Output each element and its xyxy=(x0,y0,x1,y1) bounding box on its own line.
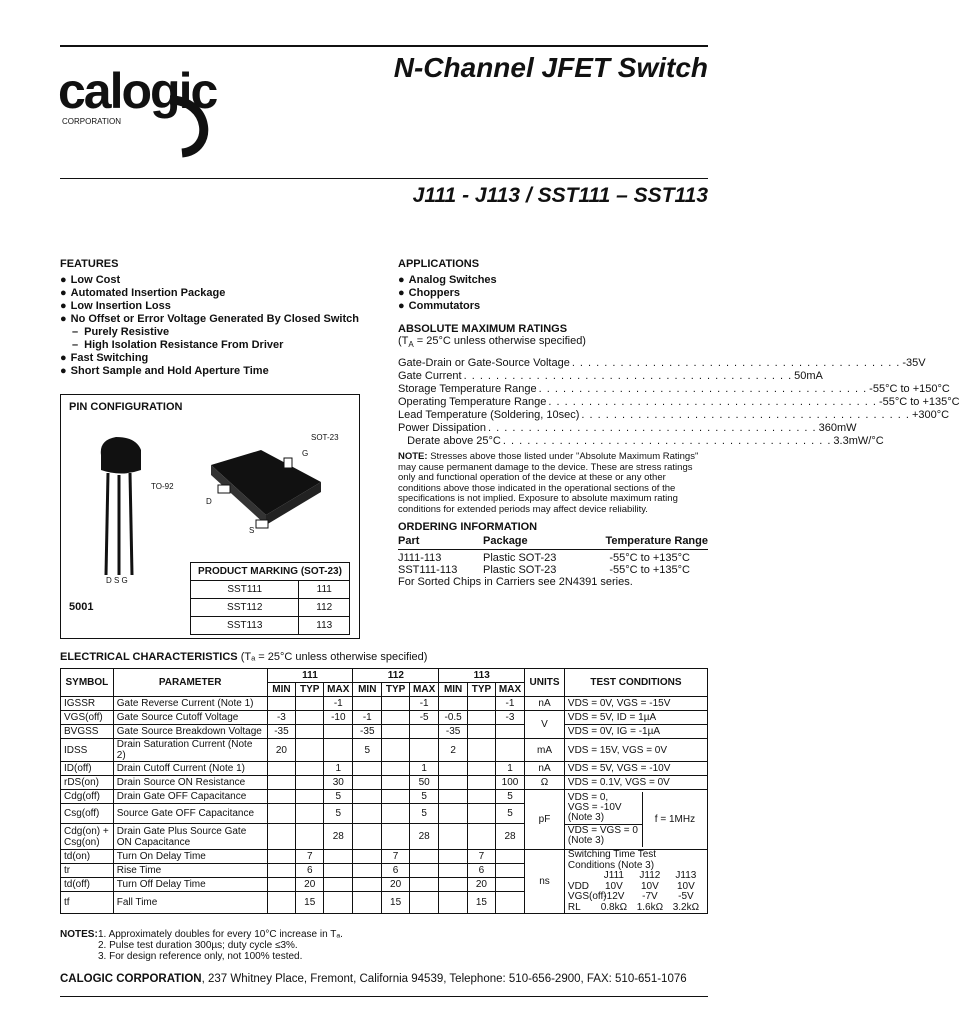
parameter-cell: Rise Time xyxy=(113,864,267,878)
value-cell xyxy=(296,739,324,762)
ordering-footnote: For Sorted Chips in Carriers see 2N4391 series. xyxy=(398,576,633,588)
table-row xyxy=(61,739,708,762)
symbol-cell: rDS(on) xyxy=(61,776,114,790)
col-sub-header: TYP xyxy=(382,683,410,697)
sot23-package-icon xyxy=(206,440,336,535)
note-item: 3. For design reference only, not 100% tested. xyxy=(98,951,303,962)
footer xyxy=(60,973,687,985)
value-cell xyxy=(495,850,524,864)
applications-heading: APPLICATIONS xyxy=(398,258,480,270)
value-cell: 30 xyxy=(324,776,353,790)
value-cell xyxy=(468,790,496,804)
leader-dots: . . . . . . . . . . . . . . . . . . . . . . . . . . . . . . . . . . . . . . . . . xyxy=(571,357,901,370)
value-cell xyxy=(410,725,439,739)
application-item: ● Analog Switches xyxy=(398,274,708,287)
value-cell: 5 xyxy=(324,790,353,804)
feature-item: ● Low Insertion Loss xyxy=(60,300,380,313)
symbol-cell: td(on) xyxy=(61,850,114,864)
abs-max-label: Operating Temperature Range xyxy=(398,396,547,409)
value-cell xyxy=(296,762,324,776)
value-cell xyxy=(324,878,353,892)
value-cell xyxy=(410,878,439,892)
notes-label: NOTES: xyxy=(60,929,98,940)
feature-item: ● No Offset or Error Voltage Generated By Closed Switch xyxy=(60,313,380,326)
abs-max-value: 50mA xyxy=(794,370,823,383)
col-sub-header: MIN xyxy=(353,683,382,697)
symbol-cell: ID(off) xyxy=(61,762,114,776)
application-item: ● Commutators xyxy=(398,300,708,313)
value-cell xyxy=(267,762,296,776)
value-cell xyxy=(353,697,382,711)
parameter-cell: Drain Source ON Resistance xyxy=(113,776,267,790)
abs-max-section xyxy=(398,323,960,515)
value-cell: 28 xyxy=(495,824,524,850)
col-units: UNITS xyxy=(525,669,565,697)
abs-max-label: Storage Temperature Range xyxy=(398,383,537,396)
feature-item: ● Automated Insertion Package xyxy=(60,287,380,300)
value-cell xyxy=(382,762,410,776)
electrical-heading-line xyxy=(60,651,427,663)
parameter-cell: Gate Source Breakdown Voltage xyxy=(113,725,267,739)
features-section xyxy=(60,258,380,378)
test-condition-cell: VDS = 15V, VGS = 0V xyxy=(564,739,707,762)
value-cell: 5 xyxy=(495,804,524,824)
value-cell: -1 xyxy=(495,697,524,711)
symbol-cell: IGSSR xyxy=(61,697,114,711)
mid-rule xyxy=(60,178,708,179)
value-cell: 20 xyxy=(382,878,410,892)
value-cell: 6 xyxy=(382,864,410,878)
leader-dots: . . . . . . . . . . . . . . . . . . . . . . . . . . . . . . . . . . . . . . . . . xyxy=(538,383,868,396)
feature-subitem: – Purely Resistive xyxy=(60,326,380,339)
product-marking-heading: PRODUCT MARKING (SOT-23) xyxy=(191,563,350,581)
value-cell xyxy=(382,804,410,824)
table-row xyxy=(61,697,708,711)
value-cell xyxy=(267,850,296,864)
col-sub-header: TYP xyxy=(468,683,496,697)
value-cell xyxy=(353,776,382,790)
abs-max-row xyxy=(398,409,950,422)
to92-label: TO-92 xyxy=(151,482,174,491)
value-cell: 5 xyxy=(353,739,382,762)
footer-company: CALOGIC CORPORATION xyxy=(60,973,202,985)
value-cell xyxy=(468,762,496,776)
value-cell: 6 xyxy=(296,864,324,878)
value-cell: 7 xyxy=(382,850,410,864)
notes-section xyxy=(60,929,343,962)
value-cell xyxy=(267,864,296,878)
value-cell xyxy=(439,892,468,914)
abs-max-value: 360mW xyxy=(818,422,857,435)
abs-max-label: Derate above 25°C xyxy=(398,435,501,448)
capacitance-conditions: VDS = 0, VGS = -10V (Note 3) VDS = VGS = 0 (Note 3) f = 1MHz xyxy=(564,790,707,850)
value-cell xyxy=(495,864,524,878)
value-cell: -1 xyxy=(410,697,439,711)
value-cell: 1 xyxy=(495,762,524,776)
abs-max-row xyxy=(398,370,823,383)
value-cell xyxy=(267,892,296,914)
value-cell xyxy=(324,739,353,762)
value-cell: 2 xyxy=(439,739,468,762)
value-cell: 15 xyxy=(382,892,410,914)
value-cell xyxy=(324,892,353,914)
col-group-113: 113 xyxy=(439,669,525,683)
product-marking-row: SST113 113 xyxy=(191,617,350,635)
abs-max-value: -55°C to +135°C xyxy=(878,396,960,409)
leader-dots: . . . . . . . . . . . . . . . . . . . . . . . . . . . . . . . . . . . . . . . . . xyxy=(581,409,910,422)
abs-max-value: 3.3mW/°C xyxy=(833,435,884,448)
col-sub-header: MAX xyxy=(495,683,524,697)
feature-item: ● Fast Switching xyxy=(60,352,380,365)
footer-address: , 237 Whitney Place, Fremont, California 94539, Telephone: 510-656-2900, FAX: 510-651-1076 xyxy=(201,973,687,985)
parameter-cell: Drain Gate Plus Source Gate ON Capacitance xyxy=(113,824,267,850)
col-symbol: SYMBOL xyxy=(61,669,114,697)
value-cell: -35 xyxy=(439,725,468,739)
units-cell: pF xyxy=(525,790,565,850)
units-cell: nA xyxy=(525,762,565,776)
units-cell: V xyxy=(525,711,565,739)
col-sub-header: MAX xyxy=(410,683,439,697)
table-row xyxy=(61,776,708,790)
parameter-cell: Gate Source Cutoff Voltage xyxy=(113,711,267,725)
value-cell xyxy=(353,762,382,776)
value-cell xyxy=(468,711,496,725)
product-marking-row: SST111 111 xyxy=(191,581,350,599)
leader-dots: . . . . . . . . . . . . . . . . . . . . . . . . . . . . . . . . . . . . . . . . . xyxy=(463,370,793,383)
value-cell: 28 xyxy=(324,824,353,850)
value-cell xyxy=(468,824,496,850)
value-cell: -3 xyxy=(267,711,296,725)
value-cell: -35 xyxy=(353,725,382,739)
col-group-112: 112 xyxy=(353,669,439,683)
abs-max-value: -35V xyxy=(902,357,926,370)
pin-config-code: 5001 xyxy=(69,601,94,613)
symbol-cell: Csg(off) xyxy=(61,804,114,824)
col-sub-header: TYP xyxy=(296,683,324,697)
value-cell xyxy=(495,725,524,739)
test-condition-cell: VDS = 0V, VGS = -15V xyxy=(564,697,707,711)
value-cell xyxy=(382,824,410,850)
abs-max-condition: ($T_A = 25^\circ C$ unless otherwise specified) xyxy=(398,335,586,350)
value-cell xyxy=(267,790,296,804)
feature-item: ● Short Sample and Hold Aperture Time xyxy=(60,365,380,378)
value-cell xyxy=(296,804,324,824)
value-cell xyxy=(439,790,468,804)
value-cell: 50 xyxy=(410,776,439,790)
electrical-table xyxy=(60,668,708,914)
leader-dots: . . . . . . . . . . . . . . . . . . . . . . . . . . . . . . . . . . . . . . . . . xyxy=(548,396,877,409)
ordering-heading: ORDERING INFORMATION xyxy=(398,521,538,533)
value-cell xyxy=(382,711,410,725)
value-cell: 5 xyxy=(410,804,439,824)
value-cell xyxy=(353,824,382,850)
parameter-cell: Gate Reverse Current (Note 1) xyxy=(113,697,267,711)
value-cell xyxy=(468,725,496,739)
units-cell: mA xyxy=(525,739,565,762)
value-cell: 5 xyxy=(495,790,524,804)
value-cell: -5 xyxy=(410,711,439,725)
to92-package-icon xyxy=(91,435,151,585)
value-cell xyxy=(439,762,468,776)
value-cell: -0.5 xyxy=(439,711,468,725)
units-cell: ns xyxy=(525,850,565,914)
applications-section xyxy=(398,258,708,313)
value-cell xyxy=(267,824,296,850)
symbol-cell: tr xyxy=(61,864,114,878)
value-cell xyxy=(495,892,524,914)
value-cell xyxy=(410,864,439,878)
feature-subitem: – High Isolation Resistance From Driver xyxy=(60,339,380,352)
abs-max-row xyxy=(398,357,926,370)
value-cell xyxy=(267,878,296,892)
value-cell xyxy=(382,776,410,790)
value-cell xyxy=(353,790,382,804)
col-sub-header: MAX xyxy=(324,683,353,697)
abs-max-rows xyxy=(398,357,960,448)
abs-max-note: NOTE: Stresses above those listed under "Absolute Maximum Ratings" may cause permanent damage to the device. These are stress ratings only and functional operation of the device at these or any other conditions above those indicated in the operational sections of the specifications is not implied. Exposure to absolute maximum rating conditions for extended periods may affect device reliability. xyxy=(398,451,699,515)
test-condition-cell: VDS = 5V, VGS = -10V xyxy=(564,762,707,776)
value-cell xyxy=(495,878,524,892)
symbol-cell: Cdg(off) xyxy=(61,790,114,804)
abs-max-row xyxy=(398,435,884,448)
value-cell xyxy=(353,804,382,824)
bottom-rule xyxy=(60,996,708,997)
ordering-row: J111-113 Plastic SOT-23 -55°C to +135°C xyxy=(398,552,690,564)
value-cell xyxy=(324,864,353,878)
col-test-conditions: TEST CONDITIONS xyxy=(564,669,707,697)
test-condition-cell: VDS = 5V, ID = 1µA xyxy=(564,711,707,725)
value-cell xyxy=(468,804,496,824)
application-item: ● Choppers xyxy=(398,287,708,300)
value-cell xyxy=(382,725,410,739)
value-cell xyxy=(296,711,324,725)
value-cell: 7 xyxy=(468,850,496,864)
parameter-cell: Turn Off Delay Time xyxy=(113,878,267,892)
symbol-cell: td(off) xyxy=(61,878,114,892)
value-cell xyxy=(439,776,468,790)
value-cell: 15 xyxy=(468,892,496,914)
value-cell xyxy=(439,824,468,850)
switching-conditions: Switching Time Test Conditions (Note 3) J111 J112 J113 VDD 10V 10V 10V VGS(off) -12V -7V -5V RL 0.8kΩ 1.6kΩ 3.2kΩ xyxy=(564,850,707,914)
leader-dots: . . . . . . . . . . . . . . . . . . . . . . . . . . . . . . . . . . . . . . . . . xyxy=(502,435,832,448)
table-row xyxy=(61,762,708,776)
calogic-logo: calogic xyxy=(58,63,217,119)
parameter-cell: Drain Cutoff Current (Note 1) xyxy=(113,762,267,776)
value-cell xyxy=(267,697,296,711)
abs-max-label: Lead Temperature (Soldering, 10sec) xyxy=(398,409,580,422)
value-cell xyxy=(410,892,439,914)
value-cell xyxy=(382,790,410,804)
value-cell xyxy=(495,739,524,762)
value-cell xyxy=(439,864,468,878)
abs-max-label: Power Dissipation xyxy=(398,422,487,435)
col-sub-header: MIN xyxy=(439,683,468,697)
abs-max-label: Gate Current xyxy=(398,370,462,383)
logo-subtitle: CORPORATION xyxy=(62,117,121,126)
sot23-label: SOT-23 xyxy=(311,433,339,442)
value-cell xyxy=(382,739,410,762)
value-cell: -10 xyxy=(324,711,353,725)
value-cell: -1 xyxy=(353,711,382,725)
parameter-cell: Source Gate OFF Capacitance xyxy=(113,804,267,824)
symbol-cell: IDSS xyxy=(61,739,114,762)
symbol-cell: BVGSS xyxy=(61,725,114,739)
value-cell xyxy=(439,878,468,892)
symbol-cell: VGS(off) xyxy=(61,711,114,725)
value-cell: 20 xyxy=(296,878,324,892)
value-cell xyxy=(382,697,410,711)
parameter-cell: Turn On Delay Time xyxy=(113,850,267,864)
sot23-pin-g: G xyxy=(302,449,309,458)
ordering-header-row: Part Package Temperature Range xyxy=(398,535,708,550)
test-condition-cell: VDS = 0V, IG = -1µA xyxy=(564,725,707,739)
value-cell xyxy=(410,850,439,864)
value-cell: -1 xyxy=(324,697,353,711)
product-marking-table xyxy=(190,562,350,635)
page-title: N-Channel JFET Switch xyxy=(393,52,708,83)
value-cell: -35 xyxy=(267,725,296,739)
col-parameter: PARAMETER xyxy=(113,669,267,697)
symbol-cell: Cdg(on) + Csg(on) xyxy=(61,824,114,850)
value-cell xyxy=(353,878,382,892)
value-cell: 6 xyxy=(468,864,496,878)
pin-config-box xyxy=(60,394,360,639)
electrical-heading: ELECTRICAL CHARACTERISTICS xyxy=(60,651,238,663)
table-row xyxy=(61,711,708,725)
value-cell xyxy=(296,725,324,739)
parameter-cell: Fall Time xyxy=(113,892,267,914)
col-sub-header: MIN xyxy=(267,683,296,697)
value-cell: 7 xyxy=(296,850,324,864)
value-cell: 15 xyxy=(296,892,324,914)
abs-max-row xyxy=(398,383,950,396)
table-row xyxy=(61,725,708,739)
note-item: 1. Approximately doubles for every 10°C increase in Tₐ. xyxy=(98,929,343,940)
value-cell xyxy=(353,892,382,914)
logo-swirl-icon xyxy=(160,95,230,165)
value-cell: 5 xyxy=(324,804,353,824)
value-cell xyxy=(468,776,496,790)
value-cell: 1 xyxy=(410,762,439,776)
sot23-pin-s: S xyxy=(249,526,255,535)
value-cell xyxy=(410,739,439,762)
test-condition-cell: VDS = 0.1V, VGS = 0V xyxy=(564,776,707,790)
value-cell xyxy=(296,776,324,790)
value-cell xyxy=(267,776,296,790)
value-cell xyxy=(324,725,353,739)
leader-dots: . . . . . . . . . . . . . . . . . . . . . . . . . . . . . . . . . . . . . . . . . xyxy=(488,422,817,435)
parameter-cell: Drain Gate OFF Capacitance xyxy=(113,790,267,804)
value-cell: 5 xyxy=(410,790,439,804)
units-cell: nA xyxy=(525,697,565,711)
table-row xyxy=(61,850,708,864)
abs-max-value: +300°C xyxy=(911,409,950,422)
value-cell xyxy=(296,790,324,804)
value-cell xyxy=(439,804,468,824)
symbol-cell: tf xyxy=(61,892,114,914)
value-cell: 28 xyxy=(410,824,439,850)
feature-item: ● Low Cost xyxy=(60,274,380,287)
abs-max-row xyxy=(398,422,857,435)
note-item: 2. Pulse test duration 300µs; duty cycle ≤3%. xyxy=(98,940,298,951)
to92-pin-labels: D S G xyxy=(106,576,128,585)
electrical-condition: (Tₐ = 25°C unless otherwise specified) xyxy=(240,651,428,663)
features-heading: FEATURES xyxy=(60,258,119,270)
value-cell xyxy=(468,697,496,711)
pin-config-heading: PIN CONFIGURATION xyxy=(69,401,183,413)
sot23-pin-d: D xyxy=(206,497,212,506)
abs-max-value: -55°C to +150°C xyxy=(869,383,950,396)
parameter-cell: Drain Saturation Current (Note 2) xyxy=(113,739,267,762)
value-cell xyxy=(468,739,496,762)
top-rule xyxy=(60,45,708,47)
value-cell: 1 xyxy=(324,762,353,776)
part-range: J111 - J113 / SST111 – SST113 xyxy=(412,184,708,207)
value-cell xyxy=(353,864,382,878)
value-cell xyxy=(439,697,468,711)
units-cell: Ω xyxy=(525,776,565,790)
value-cell xyxy=(353,850,382,864)
value-cell xyxy=(439,850,468,864)
abs-max-row xyxy=(398,396,960,409)
col-group-111: 111 xyxy=(267,669,353,683)
value-cell: 20 xyxy=(468,878,496,892)
value-cell xyxy=(296,697,324,711)
ordering-row: SST111-113 Plastic SOT-23 -55°C to +135°C xyxy=(398,564,690,576)
product-marking-row: SST112 112 xyxy=(191,599,350,617)
value-cell xyxy=(267,804,296,824)
value-cell: 100 xyxy=(495,776,524,790)
abs-max-label: Gate-Drain or Gate-Source Voltage xyxy=(398,357,570,370)
value-cell: -3 xyxy=(495,711,524,725)
abs-max-heading: ABSOLUTE MAXIMUM RATINGS xyxy=(398,323,568,335)
value-cell xyxy=(296,824,324,850)
value-cell xyxy=(324,850,353,864)
table-row xyxy=(61,790,708,804)
ordering-section xyxy=(398,521,708,588)
value-cell: 20 xyxy=(267,739,296,762)
